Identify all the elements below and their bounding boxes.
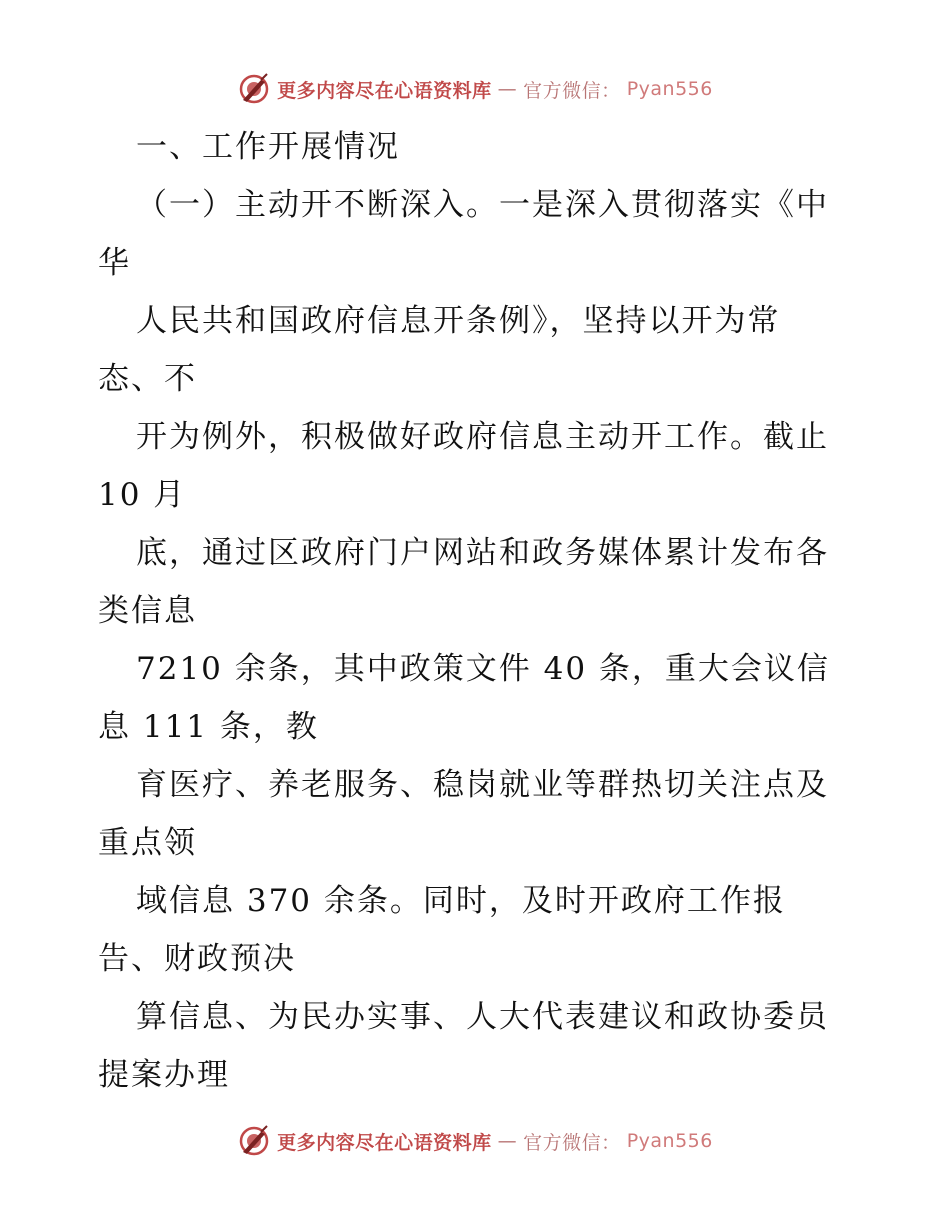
paragraph-line: 底，通过区政府门户网站和政务媒体累计发布各 — [136, 535, 829, 571]
watermark-dash: — — [497, 78, 518, 100]
watermark-site-text: 更多内容尽在心语资料库 — [277, 79, 492, 102]
watermark-site-text: 更多内容尽在心语资料库 — [277, 1131, 492, 1154]
watermark-wechat-label: 官方微信： — [523, 79, 621, 102]
paragraph-line-wrap: 告、财政预决 — [98, 941, 296, 977]
watermark-wechat-label: 官方微信： — [523, 1131, 621, 1154]
paragraph-line: 域信息 370 余条。同时，及时开政府工作报 — [136, 883, 786, 919]
header-watermark — [0, 72, 950, 106]
quill-pen-seal-icon — [237, 72, 271, 106]
paragraph-line: （一）主动开不断深入。一是深入贯彻落实《中 — [136, 187, 829, 223]
document-body — [98, 118, 858, 1104]
paragraph-line-wrap: 10 月 — [98, 477, 187, 513]
watermark-wechat-id: Pyan556 — [626, 1130, 713, 1152]
paragraph-line-wrap: 华 — [98, 245, 131, 281]
watermark-wechat-id: Pyan556 — [626, 78, 713, 100]
paragraph-line: 开为例外，积极做好政府信息主动开工作。截止 — [136, 419, 829, 455]
paragraph-line: 人民共和国政府信息开条例》，坚持以开为常 — [136, 303, 781, 339]
watermark-dash: — — [497, 1130, 518, 1152]
footer-watermark — [0, 1124, 950, 1158]
paragraph-line-wrap: 提案办理 — [98, 1057, 230, 1093]
paragraph-line: 算信息、为民办实事、人大代表建议和政协委员 — [136, 999, 829, 1035]
paragraph-line-wrap: 重点领 — [98, 825, 197, 861]
paragraph-line: 7210 余条，其中政策文件 40 条，重大会议信 — [136, 651, 830, 687]
paragraph-line-wrap: 态、不 — [98, 361, 197, 397]
paragraph-line-wrap: 息 111 条，教 — [98, 709, 319, 745]
paragraph-line: 育医疗、养老服务、稳岗就业等群热切关注点及 — [136, 767, 829, 803]
section-heading: 一、工作开展情况 — [136, 129, 400, 165]
quill-pen-seal-icon — [237, 1124, 271, 1158]
paragraph-line-wrap: 类信息 — [98, 593, 197, 629]
